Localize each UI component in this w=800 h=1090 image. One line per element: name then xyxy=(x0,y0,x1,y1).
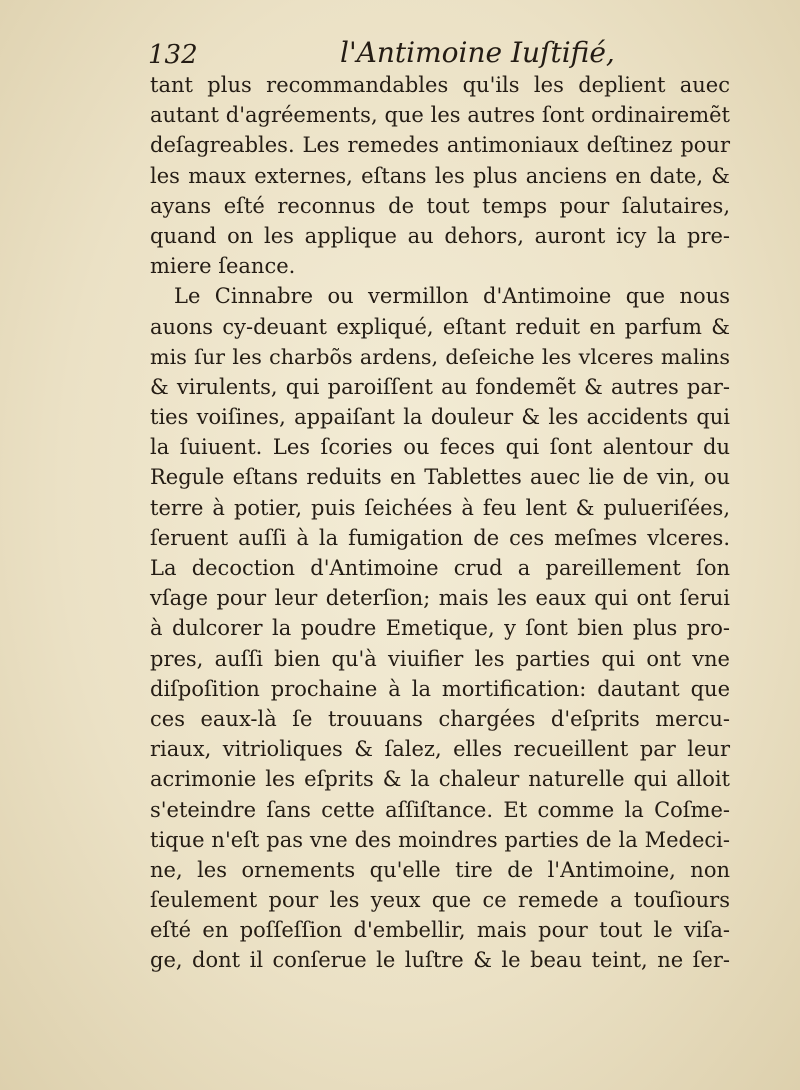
text-line: ſeulement pour les yeux que ce remede a touſiours xyxy=(150,888,730,913)
text-line: ayans eſté reconnus de tout temps pour ſalutaires, xyxy=(150,193,730,218)
text-line: diſpoſition prochaine à la mortification: dautant que xyxy=(150,676,730,701)
text-line: les maux externes, eſtans les plus anciens en date, & xyxy=(150,163,730,188)
text-line: miere ſeance. xyxy=(150,254,296,279)
running-head: l'Antimoine Iuſtifié, xyxy=(340,36,615,69)
text-line: quand on les applique au dehors, auront icy la pre- xyxy=(150,223,730,248)
text-line: acrimonie les eſprits & la chaleur naturelle qui alloit xyxy=(150,767,730,792)
text-line: la ſuiuent. Les ſcories ou feces qui ſont alentour du xyxy=(150,435,730,460)
text-line: ces eaux-là ſe trouuans chargées d'eſprits mercu- xyxy=(150,706,730,731)
text-line: & virulents, qui paroiſſent au fondemẽt & autres par- xyxy=(150,374,730,399)
text-line: autant d'agréements, que les autres ſont ordinairemẽt xyxy=(150,103,730,128)
text-line: s'eteindre ſans cette aſſiſtance. Et comme la Coſme- xyxy=(150,797,730,822)
text-line: auons cy-deuant expliqué, eſtant reduit en parfum & xyxy=(150,314,730,339)
text-line: deſagreables. Les remedes antimoniaux deſtinez pour xyxy=(150,133,730,158)
text-line: ties voiſines, appaiſant la douleur & les accidents qui xyxy=(150,405,730,430)
text-line: Le Cinnabre ou vermillon d'Antimoine que nous xyxy=(174,284,730,309)
text-line: Regule eſtans reduits en Tablettes auec lie de vin, ou xyxy=(150,465,730,490)
body-text xyxy=(150,70,730,976)
text-line: pres, auſſi bien qu'à viuifier les parties qui ont vne xyxy=(150,646,730,671)
text-line: tique n'eſt pas vne des moindres parties de la Medeci- xyxy=(150,827,730,852)
text-line: à dulcorer la poudre Emetique, y ſont bien plus pro- xyxy=(150,616,730,641)
text-line: ſeruent auſſi à la fumigation de ces meſmes vlceres. xyxy=(150,525,730,550)
text-line: riaux, vitrioliques & ſalez, elles recueillent par leur xyxy=(150,737,730,762)
text-line: ne, les ornements qu'elle tire de l'Antimoine, non xyxy=(150,857,730,882)
text-line: ge, dont il conſerue le luſtre & le beau teint, ne ſer- xyxy=(150,948,730,973)
text-line: vſage pour leur deterſion; mais les eaux qui ont ſerui xyxy=(150,586,730,611)
text-line: eſté en poſſeſſion d'embellir, mais pour tout le viſa- xyxy=(150,918,730,943)
text-line: tant plus recommandables qu'ils les deplient auec xyxy=(150,73,730,97)
text-line: mis ſur les charbõs ardens, deſeiche les vlceres malins xyxy=(150,344,730,369)
text-line: La decoction d'Antimoine crud a pareillement ſon xyxy=(150,556,730,580)
text-line: terre à potier, puis ſeichées à feu lent & pulueriſées, xyxy=(150,495,730,520)
page-number: 132 xyxy=(148,40,198,70)
